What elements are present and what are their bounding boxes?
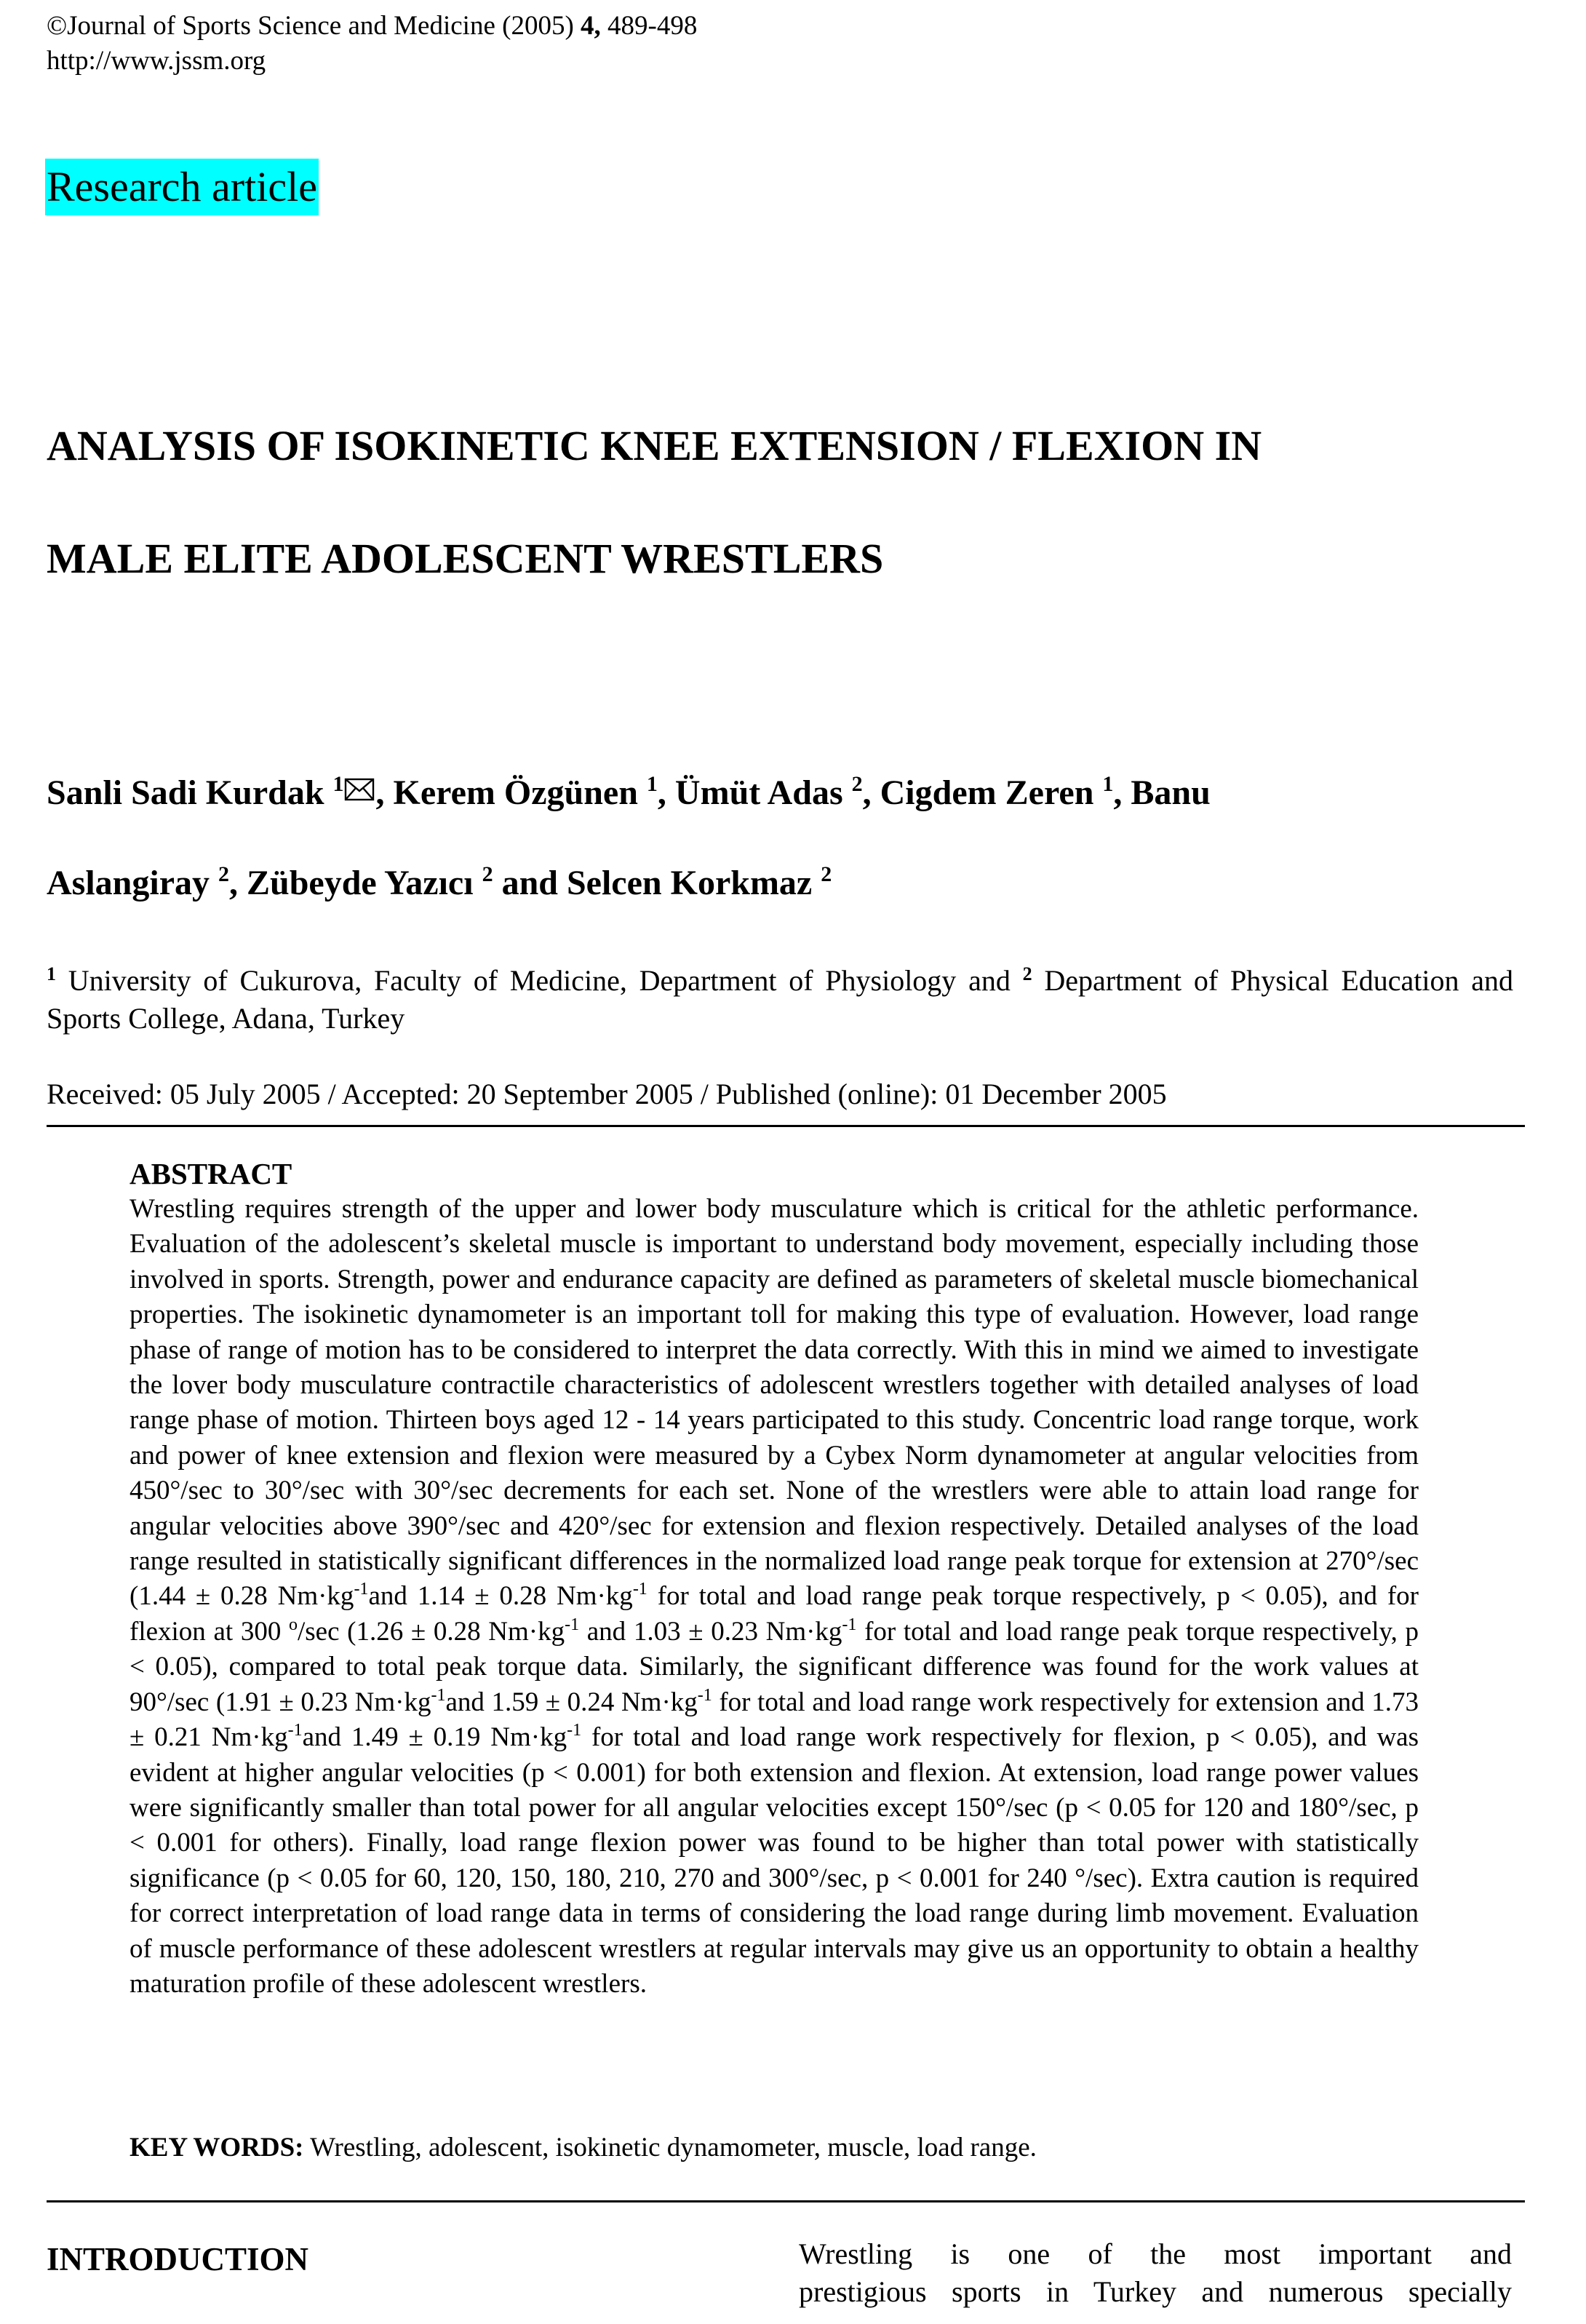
abstract-text: Wrestling requires strength of the upper and lower body musculature which is critical for the athletic performance. Evaluation of the adolescent’s skeletal muscle is important to understand body movement, especially including those involved in sports. Strength, power and endurance capacity are defined as parameters of skeletal muscle biomechanical properties. The isokinetic dynamometer is an important toll for making this type of evaluation. However, load range phase of range of motion has to be considered to interpret the data correctly. With this in mind we aimed to investigate the lover body musculature contractile characteristics of adolescent wrestlers together with detailed analyses of load range phase of motion. Thirteen boys aged 12 - 14 years participated to this study. Concentric load range torque, work and power of knee extension and flexion were measured by a Cybex Norm dynamometer at angular velocities from 450°/sec to 30°/sec with 30°/sec decrements for each set. None of the wrestlers were able to attain load range for angular velocities above 390°/sec and 420°/sec for extension and flexion respectively. Detailed analyses of the load range resulted in statistically significant differences in the normalized load range peak torque for extension at 270°/sec (1.44 ± 0.28 Nm·kg xyxy=(129,1194,1419,1612)
superscript: -1 xyxy=(842,1615,857,1634)
abstract-text: for total and load range work respectively for extension and 1.73 ± 0.21 Nm·kg xyxy=(129,1687,1419,1753)
superscript: o xyxy=(288,1615,298,1634)
superscript: -1 xyxy=(287,1721,303,1740)
introduction-heading: INTRODUCTION xyxy=(47,2241,309,2277)
author-separator: , Banu xyxy=(1113,773,1211,812)
intro-line: Wrestling is one of the most important and xyxy=(799,2237,1512,2270)
journal-url[interactable]: http://www.jssm.org xyxy=(47,46,266,76)
affiliation-number: 1 xyxy=(47,963,56,984)
superscript: -1 xyxy=(565,1615,580,1634)
affiliations xyxy=(47,962,1513,1038)
author-name: Aslangiray xyxy=(47,864,219,902)
journal-citation xyxy=(47,10,697,42)
intro-line: prestigious sports in Turkey and numerous specially xyxy=(799,2275,1512,2308)
journal-volume: 4, xyxy=(581,11,601,41)
affiliation-text: University of Cukurova, Faculty of Medicine, Department of Physiology and xyxy=(56,964,1023,997)
superscript: -1 xyxy=(567,1721,582,1740)
abstract-heading: ABSTRACT xyxy=(129,1157,292,1190)
journal-pages: 489-498 xyxy=(600,11,698,41)
author-separator: , Zübeyde Yazıcı xyxy=(229,864,482,902)
journal-name: ©Journal of Sports Science and Medicine (2005) xyxy=(47,11,581,41)
abstract-text: /sec (1.26 ± 0.28 Nm·kg xyxy=(297,1616,565,1647)
superscript: -1 xyxy=(632,1580,647,1599)
divider xyxy=(47,2200,1525,2202)
affiliation-marker: 2 xyxy=(851,772,863,796)
author-list-line-1 xyxy=(47,771,1211,815)
author-list-line-2 xyxy=(47,861,832,905)
envelope-icon[interactable] xyxy=(344,778,375,801)
article-type-badge: Research article xyxy=(45,159,319,215)
keywords-text: Wrestling, adolescent, isokinetic dynamometer, muscle, load range. xyxy=(303,2133,1037,2162)
affiliation-text: Department of Physical Education and Sports College, Adana, Turkey xyxy=(47,964,1513,1035)
abstract-text: and 1.03 ± 0.23 Nm·kg xyxy=(579,1616,842,1647)
author-name: Sanli Sadi Kurdak xyxy=(47,773,333,812)
abstract-text: for total and load range work respectively for flexion, p < 0.05), and was evident at higher angular velocities (p < 0.001) for both extension and flexion. At extension, load range power values were significantly smaller than total power for all angular velocities except 150°/sec (p < 0.05 for 120 and 180°/sec, p < 0.001 for others). Finally, load range flexion power was found to be higher than total power with statistically significance (p < 0.05 for 60, 120, 150, 180, 210, 270 and 300°/sec, p < 0.001 for 240 °/sec). Extra caution is required for correct interpretation of load range data in terms of considering the load range during limb movement. Evaluation of muscle performance of these adolescent wrestlers at regular intervals may give us an opportunity to obtain a healthy maturation profile of these adolescent wrestlers. xyxy=(129,1722,1419,1999)
affiliation-marker: 2 xyxy=(482,862,493,886)
affiliation-marker: 1 xyxy=(332,772,344,796)
abstract-body xyxy=(129,1192,1419,2002)
affiliation-marker: 1 xyxy=(646,772,658,796)
author-separator: , Ümüt Adas xyxy=(657,773,852,812)
superscript: -1 xyxy=(431,1685,446,1705)
abstract-text: and 1.14 ± 0.28 Nm·kg xyxy=(368,1581,633,1612)
abstract-text: for total and load range peak torque respectively, p < 0.05), and for flexion at 300 xyxy=(129,1581,1419,1647)
abstract-text: and 1.49 ± 0.19 Nm·kg xyxy=(302,1722,567,1753)
author-separator: and Selcen Korkmaz xyxy=(493,864,821,902)
article-title-line-2: MALE ELITE ADOLESCENT WRESTLERS xyxy=(47,535,884,582)
keywords-label: KEY WORDS: xyxy=(129,2133,304,2162)
affiliation-marker: 2 xyxy=(821,862,832,886)
author-separator: , Cigdem Zeren xyxy=(862,773,1103,812)
affiliation-marker: 1 xyxy=(1102,772,1114,796)
article-title-line-1: ANALYSIS OF ISOKINETIC KNEE EXTENSION / FLEXION IN xyxy=(47,422,1262,469)
keywords xyxy=(129,2130,1419,2165)
introduction-text xyxy=(799,2235,1512,2311)
affiliation-number: 2 xyxy=(1022,963,1032,984)
superscript: -1 xyxy=(354,1580,369,1599)
publication-dates: Received: 05 July 2005 / Accepted: 20 September 2005 / Published (online): 01 December 2005 xyxy=(47,1078,1167,1110)
abstract-text: and 1.59 ± 0.24 Nm·kg xyxy=(445,1687,698,1717)
abstract-text: for total and load range peak torque respectively, p < 0.05), compared to total peak torque data. Similarly, the significant difference was found for the work values at 90°/sec (1.91 ± 0.23 Nm·kg xyxy=(129,1616,1419,1717)
superscript: -1 xyxy=(697,1685,712,1705)
affiliation-marker: 2 xyxy=(218,862,230,886)
divider xyxy=(47,1125,1525,1127)
author-separator: , Kerem Özgünen xyxy=(375,773,647,812)
